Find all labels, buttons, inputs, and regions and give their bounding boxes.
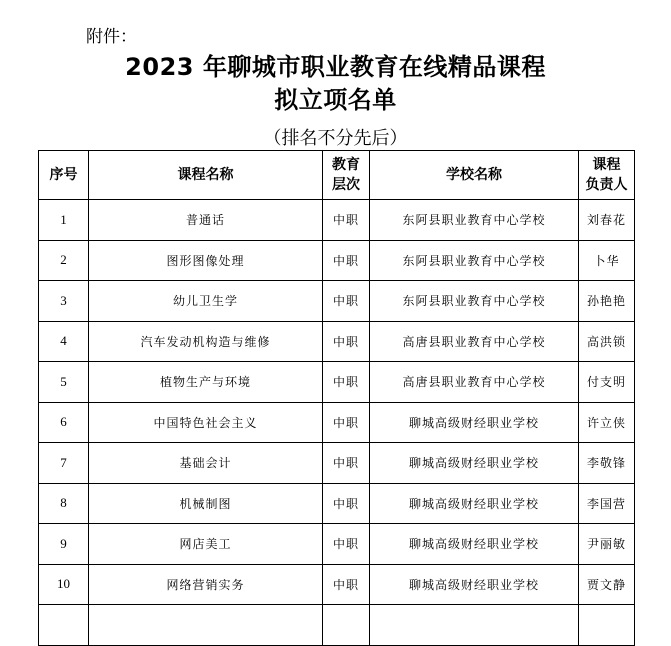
- table-header-row: [39, 151, 635, 200]
- cell-school: 聊城高级财经职业学校: [370, 564, 579, 605]
- header-school: 学校名称: [370, 151, 579, 200]
- document-subtitle: （排名不分先后）: [263, 128, 408, 149]
- table-row: [39, 443, 635, 484]
- cell-school: 高唐县职业教育中心学校: [370, 362, 579, 403]
- cell-school: [370, 605, 579, 646]
- cell-course: [89, 605, 323, 646]
- course-list-table: [38, 150, 635, 646]
- cell-index: 2: [39, 240, 89, 281]
- cell-course: 植物生产与环境: [89, 362, 323, 403]
- cell-school: 东阿县职业教育中心学校: [370, 200, 579, 241]
- cell-lead: 孙艳艳: [579, 281, 635, 322]
- cell-lead: 高洪锁: [579, 321, 635, 362]
- cell-index: 6: [39, 402, 89, 443]
- cell-level: 中职: [323, 402, 370, 443]
- cell-school: 聊城高级财经职业学校: [370, 443, 579, 484]
- table-row: [39, 362, 635, 403]
- header-level: [323, 151, 370, 200]
- cell-level: 中职: [323, 483, 370, 524]
- attachment-label: 附件：: [86, 27, 137, 47]
- cell-index: 7: [39, 443, 89, 484]
- cell-level: 中职: [323, 200, 370, 241]
- table-row: [39, 200, 635, 241]
- cell-level: 中职: [323, 564, 370, 605]
- cell-lead: 尹丽敏: [579, 524, 635, 565]
- table-row: [39, 402, 635, 443]
- cell-course: 中国特色社会主义: [89, 402, 323, 443]
- cell-school: 聊城高级财经职业学校: [370, 524, 579, 565]
- cell-school: 东阿县职业教育中心学校: [370, 281, 579, 322]
- cell-level: 中职: [323, 240, 370, 281]
- cell-lead: 刘春花: [579, 200, 635, 241]
- document-title: 2023 年聊城市职业教育在线精品课程: [125, 53, 546, 81]
- cell-lead: 付支明: [579, 362, 635, 403]
- cell-level: 中职: [323, 443, 370, 484]
- cell-course: 普通话: [89, 200, 323, 241]
- cell-index: 3: [39, 281, 89, 322]
- cell-lead: 李敬锋: [579, 443, 635, 484]
- cell-index: [39, 605, 89, 646]
- table-row: [39, 281, 635, 322]
- cell-school: 聊城高级财经职业学校: [370, 402, 579, 443]
- header-index: 序号: [39, 151, 89, 200]
- header-lead-line2: 负责人: [585, 177, 628, 193]
- table-row: [39, 524, 635, 565]
- cell-index: 4: [39, 321, 89, 362]
- cell-course: 网络营销实务: [89, 564, 323, 605]
- cell-course: 图形图像处理: [89, 240, 323, 281]
- cell-school: 高唐县职业教育中心学校: [370, 321, 579, 362]
- cell-course: 汽车发动机构造与维修: [89, 321, 323, 362]
- cell-school: 聊城高级财经职业学校: [370, 483, 579, 524]
- cell-level: 中职: [323, 524, 370, 565]
- cell-lead: 卜华: [579, 240, 635, 281]
- cell-lead: 李国营: [579, 483, 635, 524]
- cell-course: 机械制图: [89, 483, 323, 524]
- table-row: [39, 605, 635, 646]
- table-row: [39, 564, 635, 605]
- cell-course: 网店美工: [89, 524, 323, 565]
- cell-index: 8: [39, 483, 89, 524]
- cell-school: 东阿县职业教育中心学校: [370, 240, 579, 281]
- table-row: [39, 483, 635, 524]
- cell-level: 中职: [323, 321, 370, 362]
- cell-lead: 贾文静: [579, 564, 635, 605]
- document-title-line2: 拟立项名单: [274, 86, 397, 114]
- cell-index: 1: [39, 200, 89, 241]
- cell-index: 10: [39, 564, 89, 605]
- cell-index: 9: [39, 524, 89, 565]
- cell-level: 中职: [323, 281, 370, 322]
- cell-level: [323, 605, 370, 646]
- header-lead-line1: 课程: [592, 157, 621, 173]
- table-row: [39, 321, 635, 362]
- header-level-line1: 教育: [332, 157, 360, 173]
- cell-course: 基础会计: [89, 443, 323, 484]
- cell-lead: 许立侠: [579, 402, 635, 443]
- cell-level: 中职: [323, 362, 370, 403]
- header-course: 课程名称: [89, 151, 323, 200]
- cell-lead: [579, 605, 635, 646]
- cell-index: 5: [39, 362, 89, 403]
- header-lead: [579, 151, 635, 200]
- header-level-line2: 层次: [332, 177, 360, 193]
- cell-course: 幼儿卫生学: [89, 281, 323, 322]
- table-row: [39, 240, 635, 281]
